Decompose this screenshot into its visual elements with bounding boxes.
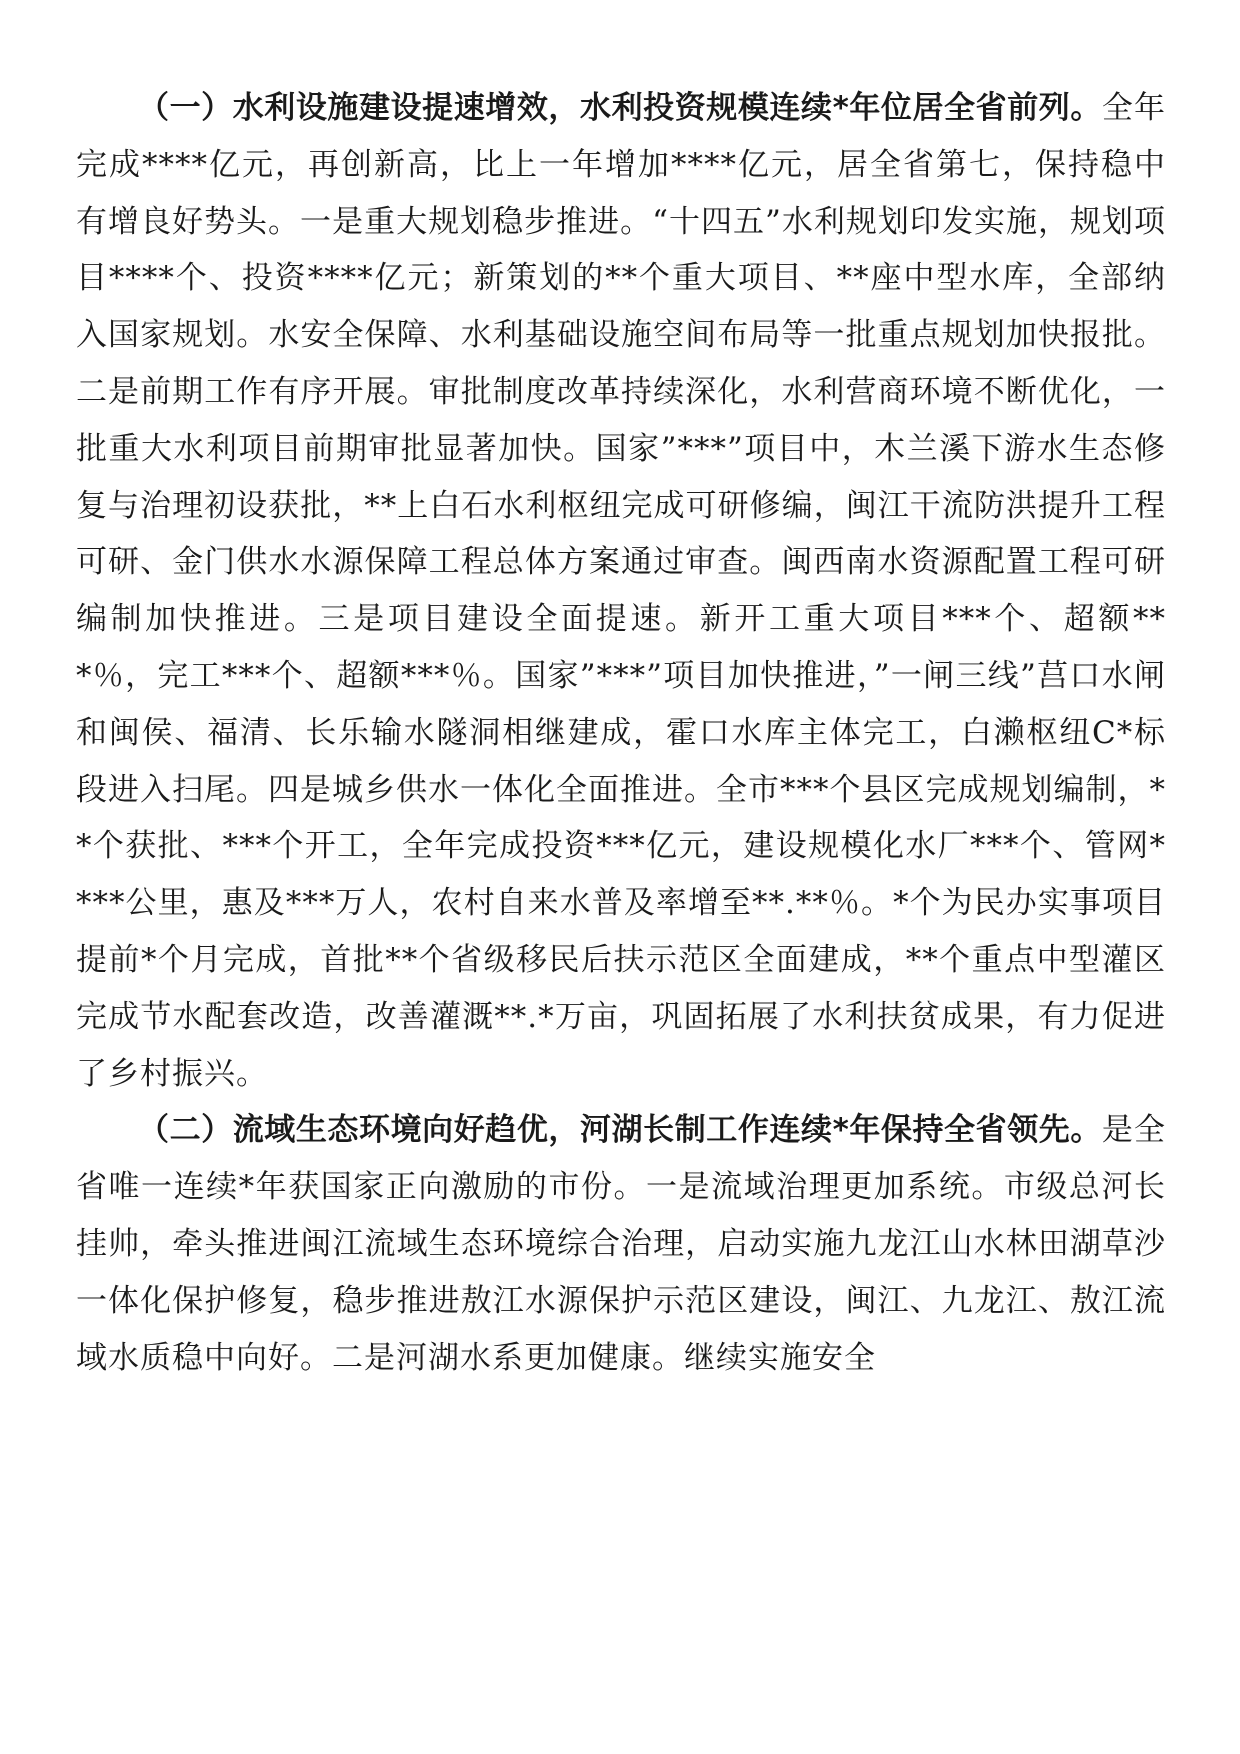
section-1-paragraph <box>76 80 1166 1102</box>
section-1-body: 全年完成****亿元，再创新高，比上一年增加****亿元，居全省第七，保持稳中有增良好势头。一是重大规划稳步推进。“十四五”水利规划印发实施，规划项目****个、投资****亿元；新策划的**个重大项目、**座中型水库，全部纳入国家规划。水安全保障、水利基础设施空间布局等一批重点规划加快报批。二是前期工作有序开展。审批制度改革持续深化，水利营商环境不断优化，一批重大水利项目前期审批显著加快。国家”***”项目中，木兰溪下游水生态修复与治理初设获批，**上白石水利枢纽完成可研修编，闽江干流防洪提升工程可研、金门供水水源保障工程总体方案通过审查。闽西南水资源配置工程可研编制加快推进。三是项目建设全面提速。新开工重大项目***个、超额***％，完工***个、超额***％。国家”***”项目加快推进，”一闸三线”莒口水闸和闽侯、福清、长乐输水隧洞相继建成，霍口水库主体完工，白濑枢纽C*标段进入扫尾。四是城乡供水一体化全面推进。全市***个县区完成规划编制，**个获批、***个开工，全年完成投资***亿元，建设规模化水厂***个、管网****公里，惠及***万人，农村自来水普及率增至**.**％。*个为民办实事项目提前*个月完成，首批**个省级移民后扶示范区全面建成，**个重点中型灌区完成节水配套改造，改善灌溉**.*万亩，巩固拓展了水利扶贫成果，有力促进了乡村振兴。 <box>76 90 1166 1092</box>
section-1-heading: （一）水利设施建设提速增效，水利投资规模连续*年位居全省前列。 <box>138 90 1102 126</box>
section-2-paragraph <box>76 1102 1166 1386</box>
section-2-heading: （二）流域生态环境向好趋优，河湖长制工作连续*年保持全省领先。 <box>138 1112 1102 1149</box>
document-page <box>76 80 1166 1386</box>
section-2-body: 是全省唯一连续*年获国家正向激励的市份。一是流域治理更加系统。市级总河长挂帅，牵头推进闽江流域生态环境综合治理，启动实施九龙江山水林田湖草沙一体化保护修复，稳步推进敖江水源保护示范区建设，闽江、九龙江、敖江流域水质稳中向好。二是河湖水系更加健康。继续实施安全 <box>76 1112 1166 1376</box>
